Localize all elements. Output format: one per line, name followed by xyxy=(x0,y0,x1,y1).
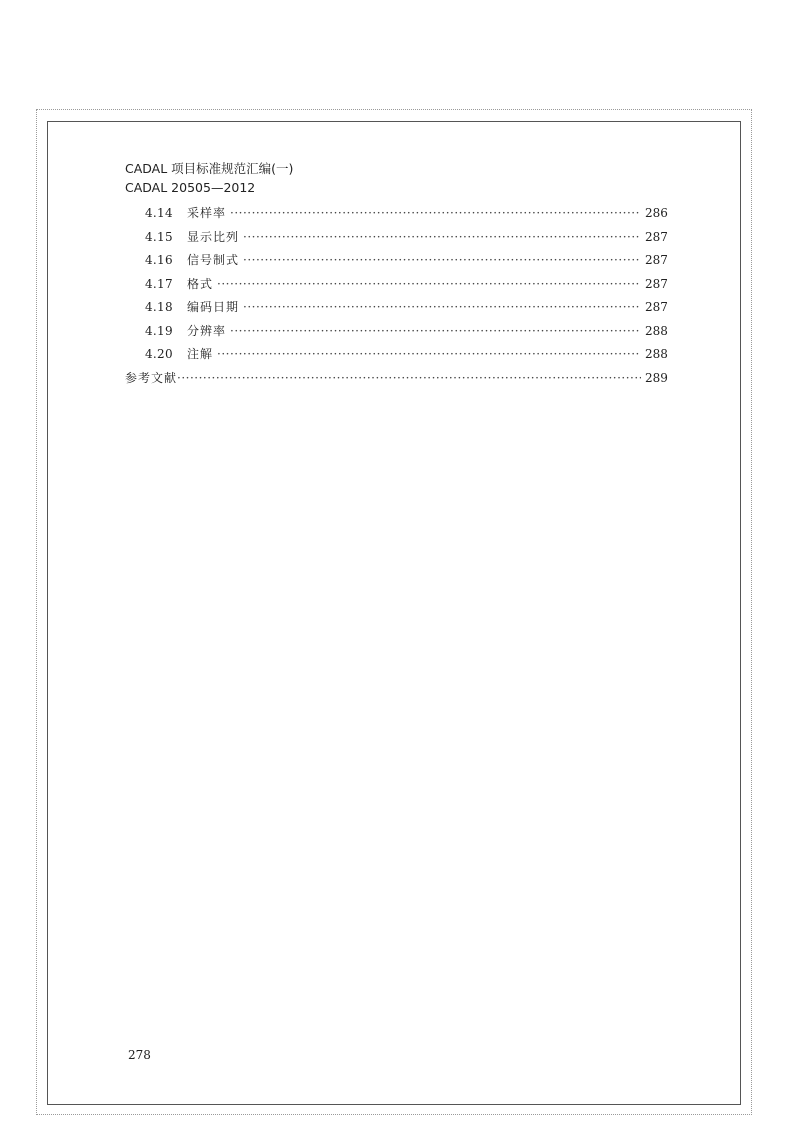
toc-entry-title: 注解 xyxy=(187,347,214,361)
toc-leader-dots xyxy=(243,253,641,267)
toc-entry-title: 格式 xyxy=(187,276,214,291)
toc-entry-page: 287 xyxy=(645,300,668,314)
toc-entry-title: 显示比列 xyxy=(187,229,240,244)
toc-entry-page: 288 xyxy=(645,323,668,338)
toc-entry-title: 信号制式 xyxy=(187,253,240,267)
header-code: CADAL 20505—2012 xyxy=(125,180,256,195)
toc-leader-dots xyxy=(177,371,641,385)
toc-entry-title: 参考文献 xyxy=(125,370,178,385)
toc-entry[interactable] xyxy=(125,275,668,299)
toc-entry-page: 287 xyxy=(645,253,668,267)
toc-entry-page: 287 xyxy=(645,229,668,244)
toc-leader-dots xyxy=(243,230,641,244)
toc-entry-number: 4.19 xyxy=(145,323,173,338)
toc-entry-number: 4.17 xyxy=(145,276,173,291)
toc-leader-dots xyxy=(217,277,641,291)
table-of-contents xyxy=(125,204,668,392)
toc-entry-title: 分辨率 xyxy=(187,323,227,338)
toc-entry-page: 286 xyxy=(645,206,668,220)
toc-entry-number: 4.15 xyxy=(145,229,173,244)
toc-entry[interactable] xyxy=(125,298,668,322)
toc-entry-page: 288 xyxy=(645,347,668,361)
toc-leader-dots xyxy=(243,300,641,314)
toc-leader-dots xyxy=(217,347,641,361)
toc-entry-page: 289 xyxy=(645,370,668,385)
toc-leader-dots xyxy=(230,206,641,220)
toc-entry-title: 编码日期 xyxy=(187,300,240,314)
toc-entry[interactable] xyxy=(125,345,668,369)
toc-entry[interactable] xyxy=(125,251,668,275)
toc-entry-number: 4.14 xyxy=(145,206,173,220)
toc-entry-page: 287 xyxy=(645,276,668,291)
toc-entry-number: 4.16 xyxy=(145,253,173,267)
toc-leader-dots xyxy=(230,324,641,338)
toc-entry[interactable] xyxy=(125,228,668,252)
page-number: 278 xyxy=(128,1048,151,1062)
toc-entry[interactable] xyxy=(125,322,668,346)
toc-entry-title: 采样率 xyxy=(187,206,227,220)
header-title: CADAL 项目标准规范汇编(一) xyxy=(125,161,294,176)
toc-entry-number: 4.20 xyxy=(145,347,173,361)
running-header xyxy=(125,159,293,197)
toc-entry-number: 4.18 xyxy=(145,300,173,314)
toc-entry-references[interactable] xyxy=(125,369,668,393)
toc-entry[interactable] xyxy=(125,204,668,228)
